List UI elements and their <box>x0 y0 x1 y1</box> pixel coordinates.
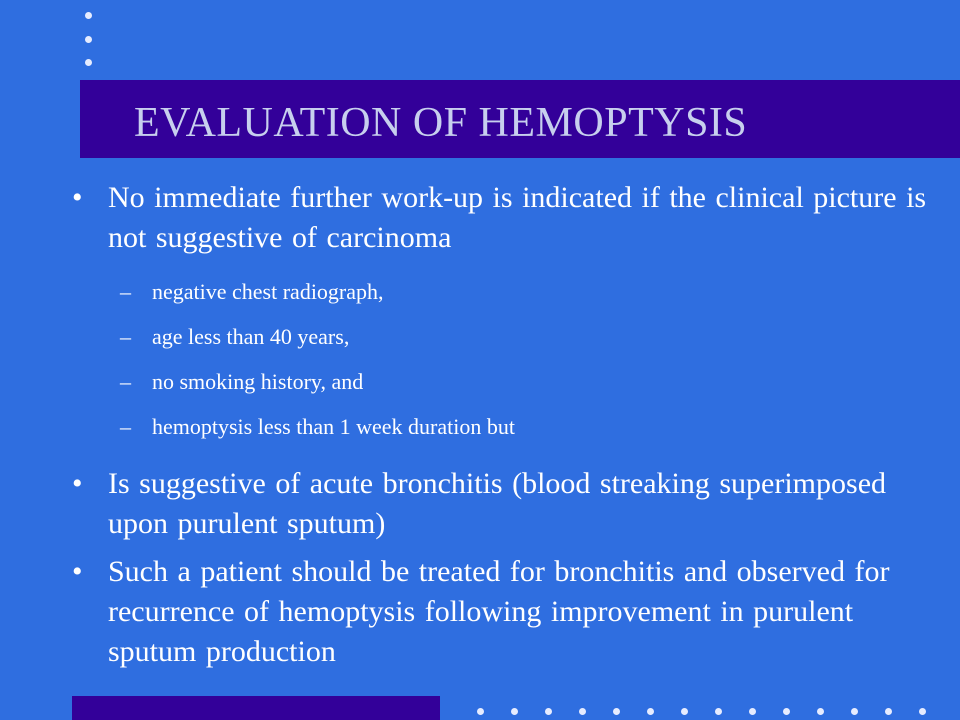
decorative-dot <box>85 36 92 43</box>
decorative-dot <box>749 708 756 715</box>
decorative-dot <box>579 708 586 715</box>
decorative-dot <box>885 708 892 715</box>
decorative-dot <box>919 708 926 715</box>
sub-item-text: negative chest radiograph, <box>152 279 384 304</box>
decorative-dot <box>613 708 620 715</box>
decorative-dot <box>715 708 722 715</box>
footer-bar <box>72 696 440 720</box>
decorative-dot <box>545 708 552 715</box>
sub-item-text: age less than 40 years, <box>152 324 350 349</box>
slide-content <box>72 178 932 672</box>
decorative-dot <box>511 708 518 715</box>
sub-item <box>72 315 932 360</box>
bullet-text: Such a patient should be treated for bronchitis and observed for recurrence of hemoptysis following improvement in purulent sputum production <box>108 555 890 668</box>
dash-marker: – <box>120 369 131 394</box>
decorative-dot <box>681 708 688 715</box>
sub-item-text: no smoking history, and <box>152 369 364 394</box>
dash-marker: – <box>120 414 131 439</box>
bullet-item <box>72 552 932 672</box>
slide-title: EVALUATION OF HEMOPTYSIS <box>134 100 748 146</box>
decorative-dot <box>783 708 790 715</box>
bullet-text: No immediate further work-up is indicated if the clinical picture is not suggestive of carcinoma <box>108 181 927 254</box>
bullet-item <box>72 464 932 544</box>
sub-item <box>72 270 932 315</box>
decorative-dot <box>817 708 824 715</box>
decorative-dot <box>477 708 484 715</box>
bullet-marker: • <box>72 555 83 588</box>
decorative-dot <box>851 708 858 715</box>
decorative-dot <box>647 708 654 715</box>
sub-item-text: hemoptysis less than 1 week duration but <box>152 414 515 439</box>
decorative-dot <box>85 12 92 19</box>
bullet-marker: • <box>72 467 83 500</box>
dash-marker: – <box>120 324 131 349</box>
sub-item <box>72 360 932 405</box>
dash-marker: – <box>120 279 131 304</box>
bullet-item <box>72 178 932 258</box>
sub-item <box>72 405 932 450</box>
bullet-marker: • <box>72 181 83 214</box>
decorative-dot <box>85 59 92 66</box>
bullet-text: Is suggestive of acute bronchitis (blood streaking superimposed upon purulent sputum) <box>108 467 887 540</box>
